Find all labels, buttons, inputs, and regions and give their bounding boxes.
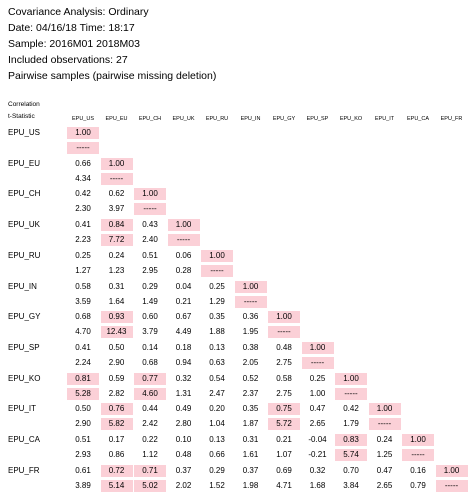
tstat-cell: 5.02 [134,480,166,492]
tstat-cell: 2.90 [75,419,91,429]
tstat-cell: 1.07 [276,450,292,459]
tstat-cell: 4.49 [175,327,192,337]
tstat-cell: 2.23 [75,235,91,245]
row-label: EPU_CA [8,435,41,444]
correlation-cell: 0.13 [209,342,225,352]
tstat-cell: 5.28 [67,388,99,400]
tstat-cell: 0.21 [175,296,192,306]
correlation-cell: 1.00 [369,403,401,415]
correlation-cell: 0.37 [175,465,192,475]
correlation-cell: 0.51 [75,435,91,444]
column-header: EPU_US [71,116,94,122]
pairwise-line: Pairwise samples (pairwise missing deletion) [8,70,217,82]
tstat-cell: 1.95 [242,327,259,337]
row-label: EPU_IN [8,281,37,291]
correlation-cell: 0.52 [242,373,259,383]
tstat-cell: 1.98 [242,480,259,490]
correlation-cell: 1.00 [168,219,200,231]
correlation-cell: 0.75 [268,403,300,415]
row-label: EPU_IT [8,404,37,414]
correlation-cell: 0.16 [410,465,426,475]
column-header: EPU_CH [138,116,162,122]
correlation-cell: 0.72 [101,465,133,477]
correlation-cell: 1.00 [67,127,99,139]
tstat-cell: 0.48 [175,450,192,459]
tstat-cell: ----- [168,234,200,246]
tstat-label: t-Statistic [8,113,35,120]
correlation-cell: 0.24 [108,250,125,260]
correlation-cell: 1.00 [235,281,267,293]
tstat-cell: 0.66 [209,450,225,459]
observations-line: Included observations: 27 [8,54,128,66]
tstat-cell: 1.79 [343,419,359,429]
tstat-cell: 1.64 [108,296,125,306]
column-header: EPU_SP [306,116,329,122]
correlation-cell: 0.04 [175,281,192,291]
tstat-cell: 2.90 [108,357,125,367]
row-label: EPU_US [8,128,41,137]
correlation-cell: 0.41 [75,342,91,352]
correlation-cell: 0.67 [175,312,192,322]
correlation-cell: 0.24 [376,435,393,444]
tstat-cell: ----- [201,265,233,277]
correlation-cell: 0.50 [108,342,125,352]
tstat-cell: 3.79 [142,327,158,337]
tstat-cell: 3.59 [75,296,91,306]
tstat-cell: 1.04 [209,419,225,429]
column-header: EPU_IT [374,116,395,122]
date-time-line: Date: 04/16/18 Time: 18:17 [8,22,135,34]
tstat-cell: 1.61 [242,450,259,459]
tstat-cell: 1.23 [108,265,125,275]
row-label: EPU_FR [8,465,40,475]
correlation-cell: 0.20 [209,404,225,414]
tstat-cell: 4.71 [276,480,292,490]
tstat-cell: 0.86 [108,450,125,459]
tstat-cell: 2.24 [75,357,91,367]
tstat-cell: 2.37 [242,388,259,398]
correlation-cell: 0.84 [101,219,133,231]
column-header: EPU_FR [440,116,463,122]
correlation-cell: 0.13 [209,435,225,444]
tstat-cell: 2.82 [108,388,125,398]
tstat-cell: ----- [402,449,434,461]
correlation-cell: 1.00 [402,434,434,446]
tstat-cell: 1.27 [75,265,91,275]
tstat-cell: 0.63 [209,357,225,367]
tstat-cell: 2.65 [376,480,393,490]
tstat-cell: 2.80 [175,419,192,429]
correlation-cell: 0.44 [142,404,158,414]
correlation-cell: 0.25 [309,373,326,383]
tstat-cell: 0.28 [175,265,192,275]
correlation-cell: 0.66 [75,158,91,168]
tstat-cell: 0.79 [410,480,426,490]
correlation-cell: 0.60 [142,312,158,322]
tstat-cell: ----- [436,480,468,492]
correlation-cell: 0.69 [276,465,292,475]
tstat-cell: 5.82 [101,418,133,430]
tstat-cell: 3.97 [108,204,125,214]
row-label: EPU_KO [8,373,41,383]
correlation-cell: 1.00 [268,311,300,323]
analysis-title: Covariance Analysis: Ordinary [8,6,149,18]
correlation-cell: 0.31 [108,281,125,291]
column-header: EPU_GY [272,116,296,122]
correlation-cell: 0.93 [101,311,133,323]
correlation-cell: 0.54 [209,373,225,383]
correlation-cell: 0.47 [309,404,326,414]
correlation-cell: 0.25 [209,281,225,291]
correlation-cell: 0.48 [276,342,292,352]
correlation-cell: 0.36 [242,312,259,322]
tstat-cell: 2.05 [242,357,259,367]
tstat-cell: 1.29 [209,296,225,306]
correlation-cell: 0.35 [242,404,259,414]
correlation-cell: 0.32 [309,465,326,475]
tstat-cell: 2.75 [276,357,292,367]
correlation-cell: 0.41 [75,220,91,230]
tstat-cell: ----- [302,357,334,369]
sample-line: Sample: 2016M01 2018M03 [8,38,140,50]
tstat-cell: ----- [101,173,133,185]
tstat-cell: 1.31 [175,388,192,398]
correlation-cell: 0.29 [142,281,158,291]
correlation-cell: 1.00 [436,465,468,477]
tstat-cell: ----- [369,418,401,430]
tstat-cell: 1.52 [209,480,225,490]
tstat-cell: 5.14 [101,480,133,492]
column-header: EPU_IN [240,116,261,122]
correlation-cell: 0.77 [134,373,166,385]
correlation-cell: 1.00 [335,373,367,385]
tstat-cell: 2.75 [276,388,292,398]
correlation-cell: 0.83 [335,434,367,446]
tstat-cell: 4.34 [75,173,91,183]
correlation-cell: 0.18 [175,342,192,352]
correlation-cell: 0.71 [134,465,166,477]
column-header: EPU_EU [105,116,128,122]
tstat-cell: 1.00 [309,388,326,398]
tstat-cell: 3.89 [75,480,91,490]
correlation-cell: 0.51 [142,250,158,260]
tstat-cell: 1.12 [142,450,158,459]
correlation-cell: 0.50 [75,404,91,414]
correlation-cell: 0.61 [75,465,91,475]
correlation-cell: 0.29 [209,465,225,475]
tstat-cell: 1.87 [242,419,259,429]
correlation-cell: 0.68 [75,312,91,322]
tstat-cell: ----- [235,296,267,308]
correlation-cell: 0.31 [242,435,259,444]
correlation-cell: 0.58 [276,373,292,383]
tstat-cell: 1.88 [209,327,225,337]
correlation-cell: 0.25 [75,250,91,260]
tstat-cell: 1.25 [376,450,393,459]
correlation-cell: 1.00 [201,250,233,262]
tstat-cell: ----- [134,203,166,215]
correlation-cell: 0.62 [108,189,125,199]
tstat-cell: 4.60 [134,388,166,400]
column-header: EPU_RU [205,116,229,122]
correlation-cell: 1.00 [134,188,166,200]
tstat-cell: 2.65 [309,419,326,429]
correlation-cell: 0.21 [276,435,292,444]
tstat-cell: 2.47 [209,388,225,398]
row-label: EPU_CH [8,189,41,199]
tstat-cell: 2.30 [75,204,91,214]
correlation-cell: 0.43 [142,220,158,230]
tstat-cell: ----- [268,326,300,338]
column-header: EPU_UK [172,116,195,122]
tstat-cell: 1.68 [309,480,326,490]
tstat-cell: 0.94 [175,357,192,367]
correlation-cell: 0.70 [343,465,359,475]
tstat-cell: ----- [67,142,99,154]
row-label: EPU_EU [8,158,41,168]
tstat-cell: 2.02 [175,480,192,490]
correlation-cell: 0.35 [209,312,225,322]
correlation-cell: 0.58 [75,281,91,291]
correlation-label: Correlation [8,101,40,108]
tstat-cell: 2.95 [142,265,158,275]
correlation-cell: 1.00 [302,342,334,354]
tstat-cell: ----- [335,388,367,400]
tstat-cell: 4.70 [75,327,91,337]
correlation-cell: 0.49 [175,404,192,414]
row-label: EPU_UK [8,220,41,230]
tstat-cell: 2.93 [75,450,91,459]
tstat-cell: 2.42 [142,419,158,429]
tstat-cell: 0.68 [142,357,158,367]
tstat-cell: 7.72 [101,234,133,246]
correlation-cell: 0.17 [108,435,125,444]
correlation-cell: 0.06 [175,250,192,260]
tstat-cell: 12.43 [101,326,133,338]
tstat-cell: 1.49 [142,296,158,306]
tstat-cell: -0.21 [308,450,327,459]
correlation-cell: -0.04 [308,435,327,444]
correlation-cell: 0.59 [108,373,125,383]
correlation-cell: 0.42 [75,189,91,199]
row-label: EPU_SP [8,342,40,352]
correlation-cell: 0.76 [101,403,133,415]
correlation-cell: 0.10 [175,435,192,444]
tstat-cell: 3.84 [343,480,359,490]
tstat-cell: 2.40 [142,235,158,245]
correlation-cell: 1.00 [101,158,133,170]
row-label: EPU_RU [8,250,41,260]
correlation-cell: 0.37 [242,465,259,475]
correlation-cell: 0.38 [242,342,259,352]
correlation-cell: 0.14 [142,342,158,352]
correlation-cell: 0.42 [343,404,359,414]
correlation-cell: 0.47 [376,465,393,475]
correlation-cell: 0.32 [175,373,192,383]
tstat-cell: 5.74 [335,449,367,461]
correlation-cell: 0.22 [142,435,158,444]
row-label: EPU_GY [8,312,41,322]
column-header: EPU_KO [339,116,363,122]
tstat-cell: 5.72 [268,418,300,430]
column-header: EPU_CA [406,116,429,122]
correlation-cell: 0.81 [67,373,99,385]
